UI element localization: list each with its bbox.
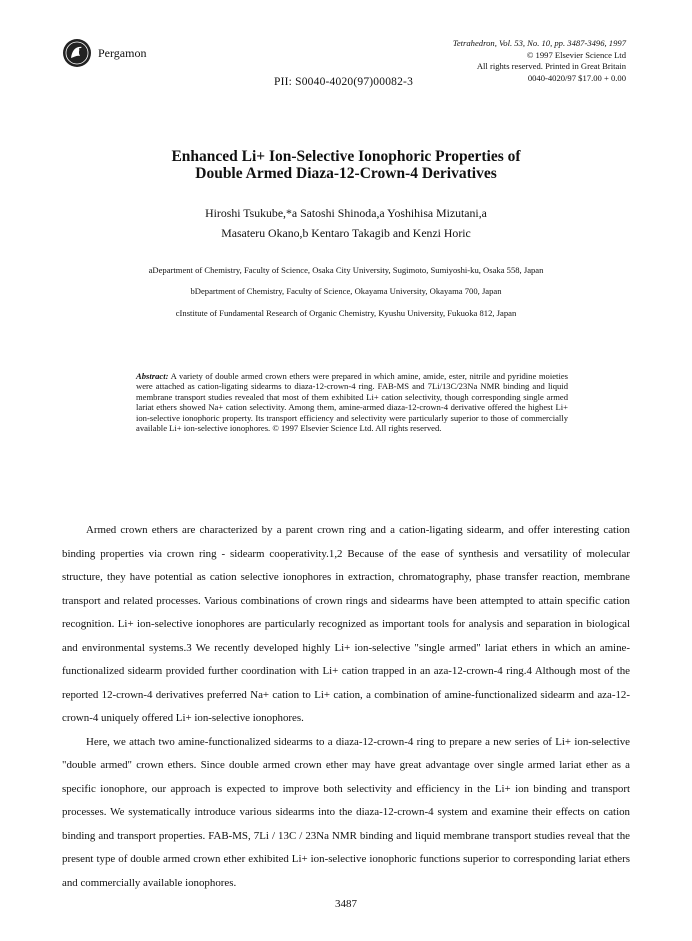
pii-code: PII: S0040-4020(97)00082-3 xyxy=(274,76,414,88)
affiliation-a: aDepartment of Chemistry, Faculty of Science, Osaka City University, Sugimoto, Sumiyoshi-ku, Osaka 558, Japan xyxy=(148,265,544,275)
affiliation-b: bDepartment of Chemistry, Faculty of Science, Okayama University, Okayama 700, Japan xyxy=(190,286,502,296)
abstract xyxy=(136,371,568,433)
authors-line-2: Masateru Okano,b Kentaro Takagib and Kenzi Horic xyxy=(221,226,471,240)
authors-line-1: Hiroshi Tsukube,*a Satoshi Shinoda,a Yoshihisa Mizutani,a xyxy=(205,206,487,220)
paragraph-1: Armed crown ethers are characterized by a parent crown ring and a cation-ligating sidearm, and offer interesting cation binding properties via crown ring - sidearm cooperativity.1,2 Because of the ease of synthesis and versatility of molecular structure, they have potential as cation selective ionophores in extraction, chromatography, phase transfer reaction, membrane transport and related processes. Various combinations of crown rings and sidearms have been attempted to attain specific cation recognition. Li+ ion-selective ionophores are particularly recognized as important tools for analysis and separation in biological and environmental systems.3 We recently developed highly Li+ ion-selective "single armed" lariat ethers in which an amine-functionalized sidearm provided further coordination with Li+ cation trapped in an aza-12-crown-4 ring.4 Although most of the reported 12-crown-4 derivatives preferred Na+ cation to Li+ cation, a combination of amine-functionalized sidearm and aza-12-crown-4 uniquely offered Li+ ion-selective ionophores. xyxy=(62,524,630,724)
title-line-1: Enhanced Li+ Ion-Selective Ionophoric Properties of xyxy=(171,148,521,165)
copyright-line: © 1997 Elsevier Science Ltd xyxy=(526,49,626,60)
journal-info xyxy=(453,38,626,84)
abstract-label: Abstract: xyxy=(136,371,169,381)
body-text xyxy=(62,519,630,895)
publisher-name: Pergamon xyxy=(98,46,147,60)
abstract-text: A variety of double armed crown ethers were prepared in which amine, amide, ester, nitrile and pyridine moieties were attached as cation-ligating sidearms to diaza-12-crown-4 ring. FAB-MS and 7Li/13C/23Na NMR binding and liquid membrane transport studies revealed that most of them exhibited Li+ cation selectivity, though corresponding single armed lariat ethers showed Na+ cation selectivity. Among them, amine-armed diaza-12-crown-4 derivative offered the highest Li+ ion-selective ionophoric property. Its transport efficiency and selectivity were particularly superior to those of commercially available Li+ ion-selective ionophores. © 1997 Elsevier Science Ltd. All rights reserved. xyxy=(136,371,568,434)
price-line: 0040-4020/97 $17.00 + 0.00 xyxy=(527,72,626,83)
page-number: 3487 xyxy=(335,898,357,910)
paragraph-2: Here, we attach two amine-functionalized sidearms to a diaza-12-crown-4 ring to prepare a new series of Li+ ion-selective "double armed" crown ethers. Since double armed crown ether may have great advantage over single armed lariat ether as a specific ionophore, our approach is expected to improve both selectivity and efficiency in the Li+ ion binding and transport processes. We systematically introduce various sidearms into the diaza-12-crown-4 system and examine their effects on cation binding and transport properties. FAB-MS, 7Li / 13C / 23Na NMR binding and liquid membrane transport studies reveal that the present type of double armed crown ether exhibited Li+ ion-selective ionophoric functions superior to corresponding lariat ethers and commercially available ionophores. xyxy=(62,735,630,889)
paper-title xyxy=(90,148,602,182)
author-list xyxy=(90,203,602,243)
rights-line: All rights reserved. Printed in Great Britain xyxy=(476,61,626,71)
journal-citation: Tetrahedron, Vol. 53, No. 10, pp. 3487-3496, 1997 xyxy=(452,38,626,48)
affiliation-c: cInstitute of Fundamental Research of Organic Chemistry, Kyushu University, Fukuoka 812, Japan xyxy=(175,308,517,318)
title-line-2: Double Armed Diaza-12-Crown-4 Derivatives xyxy=(195,165,497,182)
pergamon-logo-icon xyxy=(62,38,92,68)
